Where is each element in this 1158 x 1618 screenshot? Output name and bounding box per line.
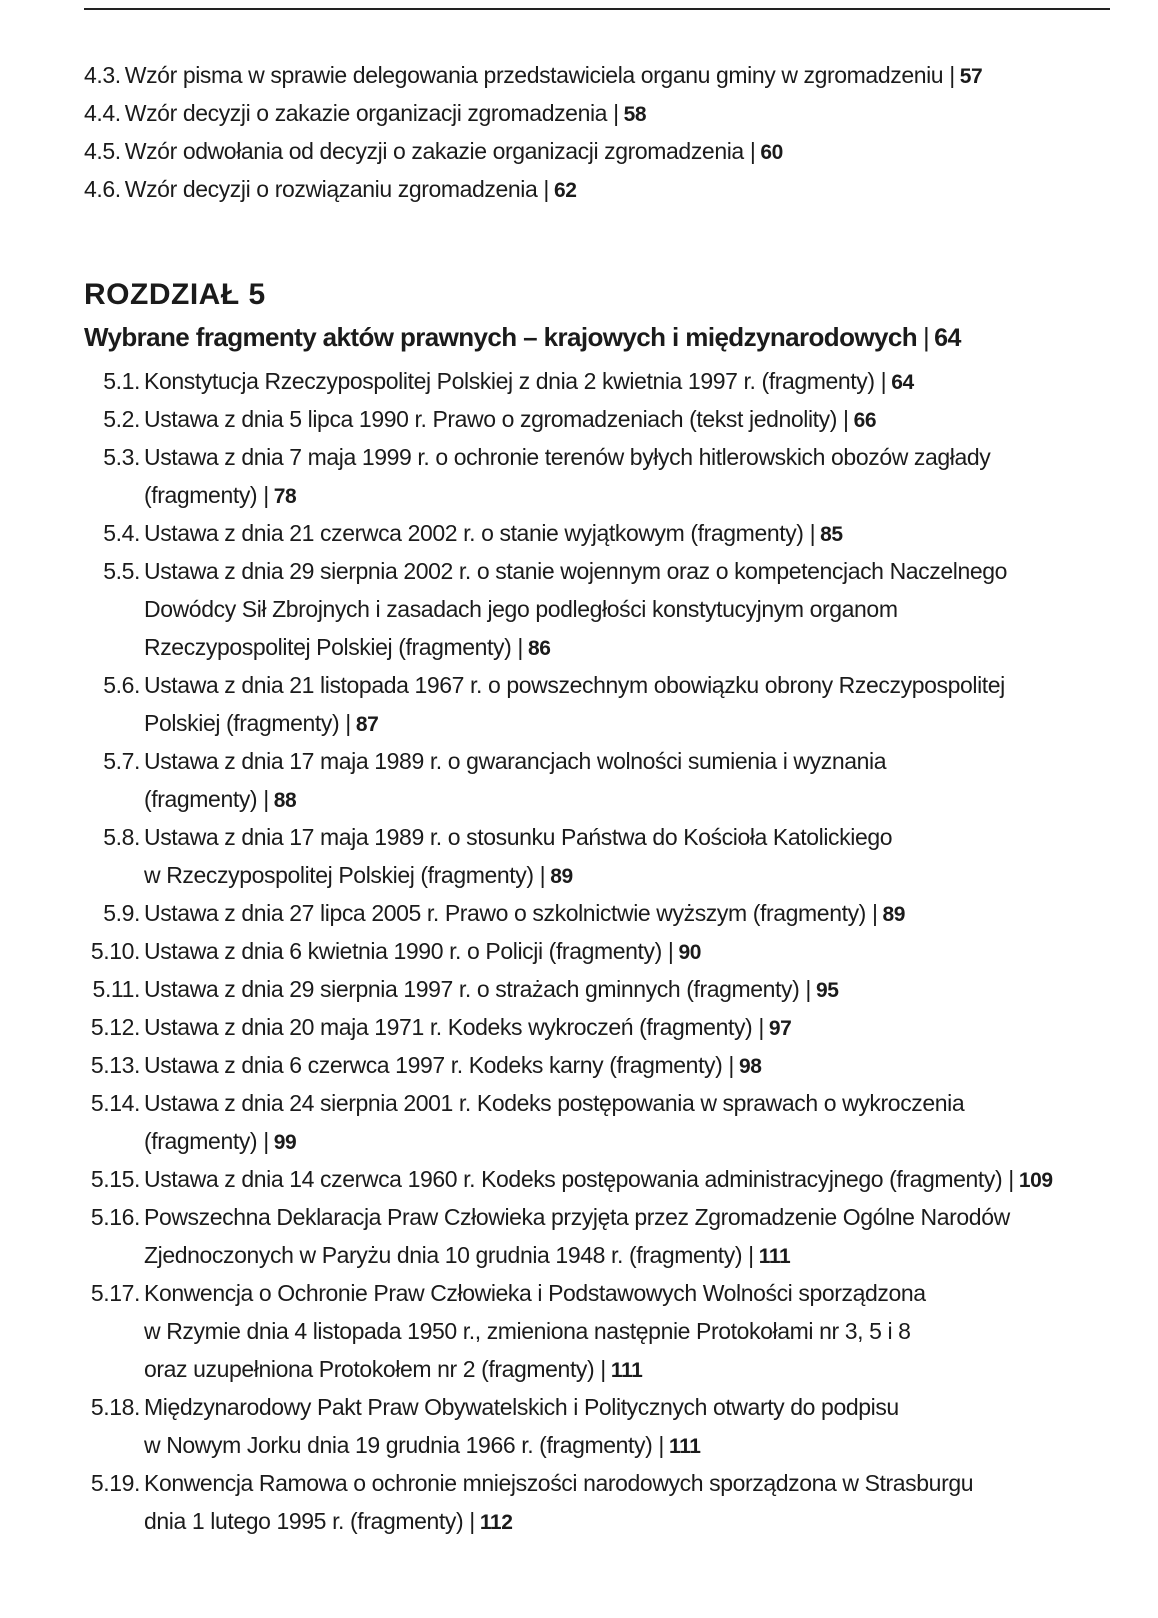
- entry-title-line: [125, 138, 783, 164]
- entry-title-text: Ustawa z dnia 17 maja 1989 r. o stosunku Państwa do Kościoła Katolickiego: [144, 824, 893, 850]
- entry-page-number: 86: [527, 637, 551, 660]
- entry-title-line: [125, 100, 646, 126]
- toc-entry: [84, 1388, 1124, 1466]
- entry-title-line: [144, 1312, 1124, 1350]
- entry-title-line: [144, 558, 1007, 584]
- chapter-title-text: Wybrane fragmenty aktów prawnych – krajowych i międzynarodowych: [84, 322, 917, 352]
- toc-entry: [84, 438, 1124, 516]
- entry-title-line: [144, 1236, 1124, 1276]
- entry-page-number: 111: [758, 1245, 791, 1268]
- toc-entry: [84, 742, 1124, 820]
- entry-number: 5.18.: [90, 1394, 140, 1420]
- toc-entry: [84, 1464, 1124, 1542]
- entry-number: 5.5.: [103, 558, 140, 584]
- entry-title-text: Ustawa z dnia 21 czerwca 2002 r. o stanie wyjątkowym (fragmenty): [144, 520, 804, 546]
- entry-title-text: Wzór decyzji o rozwiązaniu zgromadzenia: [124, 176, 538, 202]
- entry-number: 5.2.: [103, 406, 140, 432]
- entry-title-text: Ustawa z dnia 7 maja 1999 r. o ochronie terenów byłych hitlerowskich obozów zagłady: [144, 444, 991, 470]
- entry-number: 5.13.: [90, 1052, 140, 1078]
- page-separator: |: [728, 1052, 734, 1078]
- page-separator: |: [922, 322, 930, 352]
- entry-title-line: [144, 444, 990, 470]
- entry-page-number: 66: [853, 409, 877, 432]
- entry-title-line: [144, 590, 1124, 628]
- entry-page-number: 109: [1018, 1169, 1053, 1192]
- entry-title-line: [144, 1090, 964, 1116]
- toc-entry: [84, 894, 1124, 934]
- entry-title-line: [144, 748, 886, 774]
- entry-title-text: Ustawa z dnia 29 sierpnia 2002 r. o stanie wojennym oraz o kompetencjach Naczelnego: [144, 558, 1008, 584]
- page-separator: |: [469, 1508, 475, 1534]
- entry-page-number: 111: [668, 1435, 701, 1458]
- entry-title-line: [144, 368, 914, 394]
- entry-title-line: [144, 704, 1124, 744]
- entry-title-text: Ustawa z dnia 6 czerwca 1997 r. Kodeks karny (fragmenty): [144, 1052, 723, 1078]
- entry-title-text: Konstytucja Rzeczypospolitej Polskiej z dnia 2 kwietnia 1997 r. (fragmenty): [144, 368, 875, 394]
- page-separator: |: [758, 1014, 764, 1040]
- page-separator: |: [539, 862, 546, 888]
- entry-page-number: 89: [882, 903, 906, 926]
- entry-title-line: [144, 406, 876, 432]
- entry-number: 5.10.: [90, 938, 140, 964]
- entry-number: 5.11.: [92, 976, 140, 1002]
- entry-title-text: Konwencja Ramowa o ochronie mniejszości narodowych sporządzona w Strasburgu: [144, 1470, 974, 1496]
- entry-page-number: 62: [553, 179, 577, 202]
- page-separator: |: [871, 900, 878, 926]
- entry-title-text: Wzór pisma w sprawie delegowania przedstawiciela organu gminy w zgromadzeniu: [124, 62, 944, 88]
- entry-title-line: [144, 1166, 1053, 1192]
- toc-entry: [84, 170, 1124, 210]
- page-separator: |: [843, 406, 849, 432]
- toc-entry: [84, 552, 1124, 668]
- page-separator: |: [949, 62, 955, 88]
- page-separator: |: [517, 634, 523, 660]
- toc-entry: [84, 1046, 1124, 1086]
- entry-title-line: [144, 976, 839, 1002]
- toc-entry: [84, 1008, 1124, 1048]
- toc-entry: [84, 1198, 1124, 1276]
- entry-title-text: Ustawa z dnia 21 listopada 1967 r. o powszechnym obowiązku obrony Rzeczypospolitej: [144, 672, 1005, 698]
- toc-entry: [84, 514, 1124, 554]
- page-separator: |: [749, 138, 756, 164]
- entry-page-number: 99: [273, 1131, 297, 1154]
- entry-number: 5.4.: [103, 520, 140, 546]
- entry-number: 5.6.: [103, 672, 140, 698]
- entry-title-text: Rzeczypospolitej Polskiej (fragmenty): [144, 634, 512, 660]
- page-separator: |: [345, 710, 351, 736]
- toc-entry: [84, 56, 1124, 96]
- toc-entry: [84, 970, 1124, 1010]
- chapter-page-number: 64: [934, 324, 961, 352]
- entry-page-number: 112: [479, 1511, 513, 1534]
- entry-page-number: 78: [273, 485, 297, 508]
- entry-title-text: (fragmenty): [144, 1128, 258, 1154]
- page-separator: |: [809, 520, 816, 546]
- entry-title-text: w Rzeczypospolitej Polskiej (fragmenty): [144, 862, 534, 888]
- toc-entry: [84, 666, 1124, 744]
- entry-title-line: [144, 1052, 762, 1078]
- entry-title-line: [144, 476, 1124, 516]
- page-separator: |: [880, 368, 887, 394]
- entry-number: 5.3.: [103, 444, 140, 470]
- entry-number: 5.17.: [90, 1280, 140, 1306]
- entry-title-line: [144, 672, 1005, 698]
- entry-page-number: 88: [273, 789, 297, 812]
- chapter-title: [84, 322, 961, 353]
- entry-number: 4.6.: [84, 176, 121, 202]
- entry-number: 5.15.: [90, 1166, 140, 1192]
- entry-title-line: [144, 1122, 1124, 1162]
- entry-title-text: Konwencja o Ochronie Praw Człowieka i Podstawowych Wolności sporządzona: [144, 1280, 926, 1306]
- toc-entry: [84, 1160, 1124, 1200]
- page-separator: |: [613, 100, 619, 126]
- entry-title-line: [144, 1502, 1124, 1542]
- entry-page-number: 98: [739, 1055, 762, 1078]
- entry-number: 5.9.: [103, 900, 140, 926]
- page-separator: |: [263, 1128, 269, 1154]
- entry-number: 4.3.: [84, 62, 121, 88]
- toc-entry: [84, 132, 1124, 172]
- toc-entry: [84, 1084, 1124, 1162]
- entry-page-number: 111: [610, 1359, 643, 1382]
- page-separator: |: [600, 1356, 606, 1382]
- entry-title-text: Międzynarodowy Pakt Praw Obywatelskich i Politycznych otwarty do podpisu: [144, 1394, 899, 1420]
- entry-title-line: [144, 520, 843, 546]
- entry-title-text: w Nowym Jorku dnia 19 grudnia 1966 r. (fragmenty): [144, 1432, 653, 1458]
- entry-title-text: oraz uzupełniona Protokołem nr 2 (fragmenty): [144, 1356, 595, 1382]
- page-separator: |: [805, 976, 811, 1002]
- entry-title-line: [144, 1014, 791, 1040]
- entry-title-line: [144, 1280, 926, 1306]
- entry-title-line: [144, 900, 905, 926]
- entry-title-text: Wzór decyzji o zakazie organizacji zgromadzenia: [124, 100, 608, 126]
- entry-title-text: Zjednoczonych w Paryżu dnia 10 grudnia 1948 r. (fragmenty): [144, 1242, 743, 1268]
- entry-title-text: Wzór odwołania od decyzji o zakazie organizacji zgromadzenia: [124, 138, 744, 164]
- entry-title-text: Ustawa z dnia 29 sierpnia 1997 r. o strażach gminnych (fragmenty): [144, 976, 800, 1002]
- entry-title-text: Ustawa z dnia 24 sierpnia 2001 r. Kodeks postępowania w sprawach o wykroczenia: [144, 1090, 965, 1116]
- entry-page-number: 90: [678, 941, 702, 964]
- entry-title-text: Ustawa z dnia 27 lipca 2005 r. Prawo o szkolnictwie wyższym (fragmenty): [144, 900, 866, 926]
- page-separator: |: [263, 786, 269, 812]
- entry-number: 5.19.: [90, 1470, 140, 1496]
- entry-page-number: 95: [815, 979, 839, 1002]
- entry-number: 5.7.: [103, 748, 140, 774]
- toc-entry: [84, 400, 1124, 440]
- page-separator: |: [1008, 1166, 1014, 1192]
- entry-page-number: 57: [959, 65, 983, 88]
- page-separator: |: [263, 482, 269, 508]
- entry-page-number: 58: [623, 103, 647, 126]
- toc-entry: [84, 932, 1124, 972]
- top-rule: [84, 8, 1110, 10]
- entry-title-line: [144, 856, 1124, 896]
- toc-entry: [84, 94, 1124, 134]
- entry-page-number: 60: [760, 141, 783, 164]
- entry-page-number: 64: [891, 371, 914, 394]
- entry-number: 5.16.: [90, 1204, 140, 1230]
- entry-title-text: Dowódcy Sił Zbrojnych i zasadach jego podległości konstytucyjnym organom: [144, 596, 898, 622]
- entry-title-text: (fragmenty): [144, 482, 258, 508]
- entry-title-text: Ustawa z dnia 6 kwietnia 1990 r. o Policji (fragmenty): [144, 938, 662, 964]
- entry-title-text: Ustawa z dnia 14 czerwca 1960 r. Kodeks postępowania administracyjnego (fragmenty): [144, 1166, 1003, 1192]
- entry-title-text: Ustawa z dnia 20 maja 1971 r. Kodeks wykroczeń (fragmenty): [144, 1014, 753, 1040]
- entry-number: 4.5.: [84, 138, 121, 164]
- entry-title-line: [144, 1204, 1010, 1230]
- toc-entry: [84, 362, 1124, 402]
- entry-page-number: 85: [820, 523, 843, 546]
- entry-title-line: [144, 1394, 899, 1420]
- entry-title-text: Powszechna Deklaracja Praw Człowieka przyjęta przez Zgromadzenie Ogólne Narodów: [144, 1204, 1010, 1230]
- entry-title-line: [144, 1350, 1124, 1390]
- entry-title-line: [144, 824, 892, 850]
- entry-title-text: w Rzymie dnia 4 listopada 1950 r., zmieniona następnie Protokołami nr 3, 5 i 8: [144, 1318, 911, 1344]
- entry-number: 5.8.: [103, 824, 140, 850]
- page-separator: |: [658, 1432, 664, 1458]
- entry-number: 5.12.: [90, 1014, 140, 1040]
- entry-title-text: Ustawa z dnia 5 lipca 1990 r. Prawo o zgromadzeniach (tekst jednolity): [144, 406, 838, 432]
- entry-title-line: [144, 938, 701, 964]
- entry-number: 5.14.: [90, 1090, 140, 1116]
- entry-number: 5.1.: [103, 368, 140, 394]
- entry-title-line: [125, 176, 577, 202]
- entry-title-line: [144, 1470, 973, 1496]
- entry-title-text: Polskiej (fragmenty): [144, 710, 340, 736]
- entry-title-line: [144, 1426, 1124, 1466]
- entry-page-number: 89: [550, 865, 573, 888]
- entry-page-number: 97: [768, 1017, 792, 1040]
- entry-title-text: dnia 1 lutego 1995 r. (fragmenty): [144, 1508, 464, 1534]
- entry-title-line: [125, 62, 983, 88]
- entry-title-line: [144, 780, 1124, 820]
- toc-entry: [84, 818, 1124, 896]
- page-separator: |: [748, 1242, 754, 1268]
- entry-page-number: 87: [355, 713, 379, 736]
- entry-title-text: Ustawa z dnia 17 maja 1989 r. o gwarancjach wolności sumienia i wyznania: [144, 748, 887, 774]
- page-separator: |: [667, 938, 674, 964]
- chapter-label: ROZDZIAŁ 5: [84, 278, 266, 311]
- entry-number: 4.4.: [84, 100, 121, 126]
- entry-title-line: [144, 628, 1124, 668]
- toc-entry: [84, 1274, 1124, 1390]
- page-separator: |: [543, 176, 549, 202]
- entry-title-text: (fragmenty): [144, 786, 258, 812]
